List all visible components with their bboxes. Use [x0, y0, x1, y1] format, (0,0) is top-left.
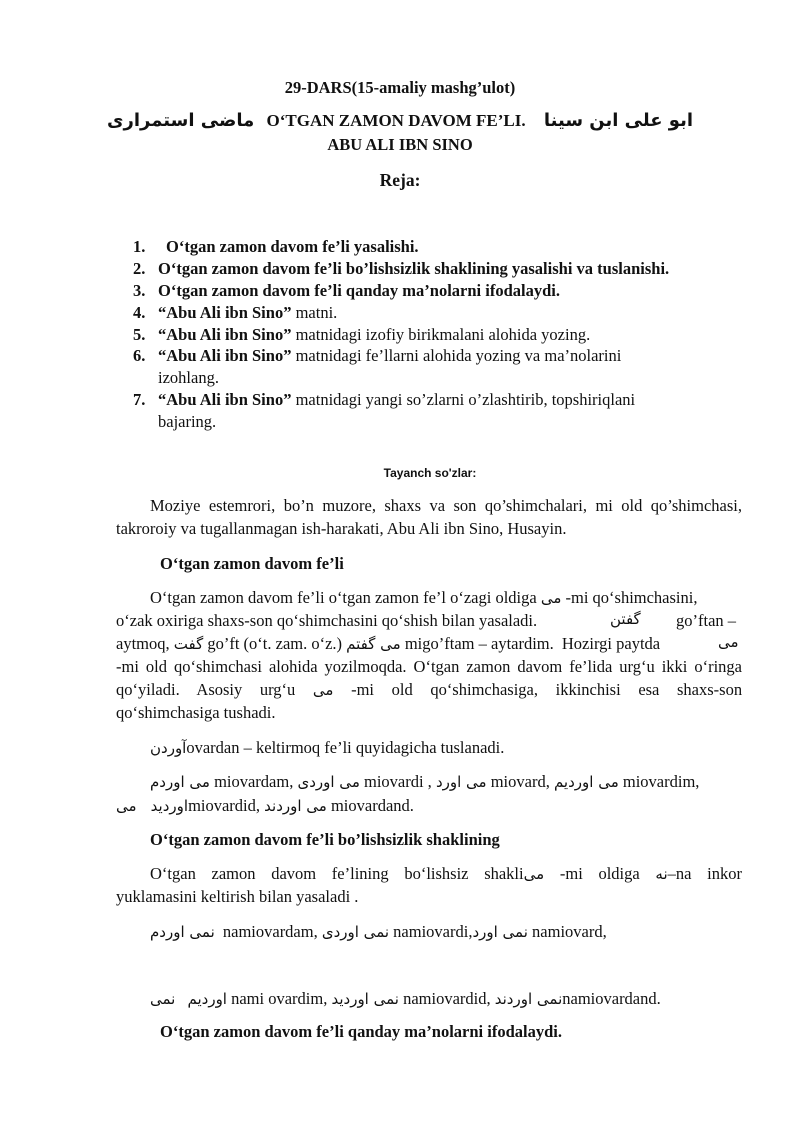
topic-arabic-left: ماضی استمراری — [106, 110, 255, 131]
paragraph-line — [116, 634, 660, 654]
text: miovardid, — [188, 796, 261, 815]
plan-item-bold: “Abu Ali ibn Sino” — [158, 390, 292, 409]
plan-item-number: 5. — [133, 325, 146, 344]
arabic-word: نه — [655, 865, 668, 883]
topic-arabic-right: ابو علی ابن سینا — [543, 110, 694, 131]
arabic-word: می اوردیم — [553, 773, 619, 791]
plan-item-continuation: izohlang. — [158, 368, 219, 387]
plan-item — [158, 346, 621, 366]
paragraph-line: yuklamasini keltirish bilan yasaladi . — [116, 887, 359, 906]
plan-item-number: 4. — [133, 303, 146, 322]
arabic-word: آوردن — [150, 739, 187, 757]
text: miovardim, — [622, 772, 700, 791]
text: miovard, — [490, 772, 550, 791]
plan-item-number: 6. — [133, 346, 146, 365]
topic-subtitle: ABU ALI IBN SINO — [327, 135, 473, 154]
arabic-word: می — [718, 633, 739, 651]
topic-latin: O‘TGAN ZAMON DAVOM FE’LI. — [266, 111, 526, 130]
text: namiovardam, — [222, 922, 318, 941]
lesson-title: 29-DARS(15-amaliy mashg’ulot) — [284, 78, 516, 97]
text: go’ft (o‘t. zam. o‘z.) — [207, 634, 343, 653]
plan-item-continuation: bajaring. — [158, 412, 217, 431]
section-heading: O‘tgan zamon davom fe’li — [160, 554, 344, 573]
text: Hozirgi paytda — [561, 634, 661, 653]
arabic-word: نمی اوردند — [494, 990, 563, 1008]
text: qo‘yiladi. — [116, 680, 180, 699]
plan-item — [158, 390, 635, 410]
text: esa — [638, 680, 660, 699]
text: qo‘shimchasiga, — [430, 680, 538, 699]
text: shaxs-son — [677, 680, 743, 699]
arabic-word: نمی اوردید — [331, 990, 399, 1008]
arabic-word: می — [116, 797, 137, 815]
paragraph-line — [718, 632, 739, 652]
arabic-word: نمی اوردی — [321, 923, 390, 941]
text: ovardan – keltirmoq fe’li quyidagicha tuslanadi. — [186, 738, 505, 757]
text: migo’ftam – aytardim. — [404, 634, 554, 653]
text: O‘tgan zamon davom fe’li o‘tgan zamon fe’l o‘zagi oldiga — [150, 588, 537, 607]
text: aytmoq, — [116, 634, 170, 653]
text: O‘tgan zamon davom fe’lining bo‘lishsiz shakli — [150, 864, 524, 883]
keywords-line: Moziye estemrori, bo’n muzore, shaxs va son qo’shimchalari, mi old qo’shimchasi, — [150, 496, 742, 515]
arabic-word: می — [312, 681, 334, 699]
text: namiovardid, — [403, 989, 491, 1008]
paragraph-line: -mi old qo‘shimchasi alohida yozilmoqda. O‘tgan zamon davom fe’lida urg‘u ikki o‘ringa — [116, 657, 742, 676]
plan-heading: Reja: — [379, 170, 421, 190]
arabic-word: می گفتم — [346, 635, 401, 653]
topic-line — [0, 110, 800, 131]
arabic-word: اوردید — [150, 797, 189, 815]
paragraph-line — [676, 611, 736, 631]
arabic-word: اوردیم — [187, 990, 227, 1008]
paragraph-line — [150, 864, 742, 884]
text: -mi — [351, 680, 374, 699]
paragraph-line — [116, 680, 742, 700]
text: -mi qo‘shimchasini, — [565, 588, 698, 607]
negative-forms — [150, 922, 607, 942]
plan-item-rest: matni. — [291, 303, 338, 322]
plan-item: O‘tgan zamon davom fe’li yasalishi. — [166, 237, 419, 256]
plan-item-number: 3. — [133, 281, 146, 300]
arabic-word: گفت — [173, 635, 204, 653]
plan-item-bold: “Abu Ali ibn Sino” — [158, 346, 292, 365]
plan-item: O‘tgan zamon davom fe’li bo’lishsizlik shaklining yasalishi va tuslanishi. — [158, 259, 670, 278]
arabic-word: گفتن — [610, 610, 641, 628]
plan-item-number: 2. — [133, 259, 146, 278]
plan-item-rest: matnidagi yangi so’zlarni o’zlashtirib, topshiriqlani — [291, 390, 636, 409]
section-heading: O‘tgan zamon davom fe’li bo’lishsizlik shaklining — [150, 830, 500, 849]
plan-item — [158, 303, 337, 323]
arabic-word: می اوردند — [264, 797, 327, 815]
arabic-word: می — [540, 589, 562, 607]
text: namiovard, — [532, 922, 607, 941]
paragraph-line — [150, 588, 697, 608]
text: namiovardand. — [562, 989, 661, 1008]
plan-item: O‘tgan zamon davom fe’li qanday ma’nolarni ifodalaydi. — [158, 281, 560, 300]
text: nami ovardim, — [231, 989, 328, 1008]
arabic-word: می اورد — [435, 773, 487, 791]
arabic-word: می اوردم — [150, 773, 210, 791]
plan-item-bold: “Abu Ali ibn Sino” — [158, 303, 292, 322]
arabic-word: می — [523, 865, 545, 883]
arabic-word: نمی اورد — [472, 923, 528, 941]
text: miovardand. — [330, 796, 414, 815]
text: go’ftan – — [676, 611, 737, 630]
plan-item-number: 7. — [133, 390, 146, 409]
conjugation-intro — [150, 738, 504, 758]
conjugation-forms — [150, 772, 699, 792]
conjugation-forms — [116, 796, 414, 816]
keywords-heading: Tayanch so'zlar: — [383, 466, 477, 480]
section-heading: O‘tgan zamon davom fe’li qanday ma’nolarni ifodalaydi. — [160, 1022, 562, 1041]
text: -mi oldiga — [559, 864, 640, 883]
plan-item-bold: “Abu Ali ibn Sino” — [158, 325, 292, 344]
text: Asosiy — [196, 680, 243, 699]
paragraph-line — [116, 611, 537, 631]
arabic-word: نمی — [150, 990, 176, 1008]
plan-item-number: 1. — [133, 237, 146, 256]
text: namiovardi, — [393, 922, 473, 941]
text: old — [391, 680, 413, 699]
text: miovardi , — [363, 772, 432, 791]
plan-item — [158, 325, 590, 345]
plan-item-rest: matnidagi izofiy birikmalani alohida yozing. — [291, 325, 591, 344]
plan-item-rest: matnidagi fe’llarni alohida yozing va ma’nolarini — [291, 346, 622, 365]
negative-forms — [150, 989, 661, 1009]
paragraph-line: qo‘shimchasiga tushadi. — [116, 703, 276, 722]
text: urg‘u — [259, 680, 296, 699]
arabic-word: می اوردی — [297, 773, 360, 791]
text: ikkinchisi — [555, 680, 621, 699]
text: miovardam, — [214, 772, 294, 791]
paragraph-line — [610, 609, 641, 629]
text: –na inkor — [667, 864, 742, 883]
text: o‘zak oxiriga shaxs-son qo‘shimchasini qo‘shish bilan yasaladi. — [116, 611, 538, 630]
arabic-word: نمی اوردم — [150, 923, 215, 941]
keywords-line: takroroiy va tugallanmagan ish-harakati, Abu Ali ibn Sino, Husayin. — [116, 519, 567, 538]
